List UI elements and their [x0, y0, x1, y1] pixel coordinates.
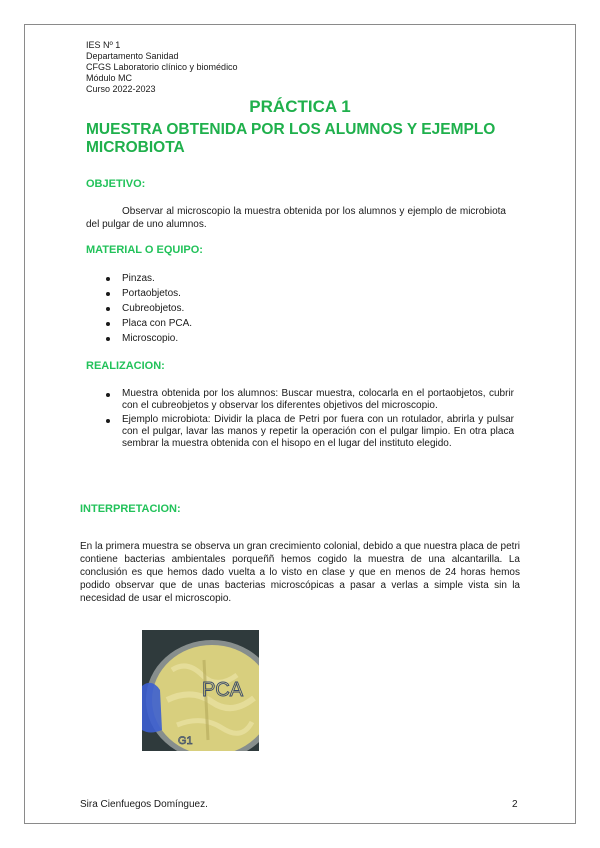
list-item: [104, 271, 404, 286]
interpretacion-heading: INTERPRETACION:: [80, 503, 181, 515]
objetivo-text: Observar al microscopio la muestra obtenida por los alumnos y ejemplo de microbiota del pulgar de uno alumnos.: [86, 206, 506, 230]
header-line-cycle: CFGS Laboratorio clínico y biomédico: [86, 62, 238, 72]
header-line-school: IES Nº 1: [86, 40, 121, 50]
realizacion-list: [104, 388, 514, 450]
list-item: [104, 414, 514, 450]
bullet-icon: [106, 277, 110, 281]
header-line-department: Departamento Sanidad: [86, 51, 179, 61]
bullet-icon: [106, 393, 110, 397]
list-item-text: Pinzas.: [122, 273, 155, 284]
material-list: [104, 271, 404, 346]
page-title: PRÁCTICA 1: [249, 97, 351, 116]
interpretacion-text: En la primera muestra se observa un gran crecimiento colonial, debido a que nuestra placa de petri contiene bacterias ambientales porqueññ hemos cogido la muestra de una alcantarilla. La conclusión es que hemos dado vuelta a lo visto en clase y que en menos de 24 horas hemos podido observar que de unas bacterias microscópicas a pasar a verlas a simple vista sin la necesidad de usar el microscopio.: [80, 541, 520, 604]
list-item: [104, 286, 404, 301]
petri-dish-image: [142, 630, 259, 751]
bullet-icon: [106, 322, 110, 326]
list-item: [104, 331, 404, 346]
bullet-icon: [106, 307, 110, 311]
petri-dish-photo: [142, 630, 259, 751]
list-item: [104, 388, 514, 412]
group-label-text: G1: [178, 735, 193, 747]
page-subtitle: MUESTRA OBTENIDA POR LOS ALUMNOS Y EJEMPLO MICROBIOTA: [86, 121, 496, 156]
plate-label-text: PCA: [202, 679, 244, 701]
list-item-text: Ejemplo microbiota: Dividir la placa de Petri por fuera con un rotulador, abrirla y pulsar con el pulgar, lavar las manos y repetir la operación con el pulgar limpio. En otra placa sembrar la muestra obtenida con el hisopo en el lugar del instituto elegido.: [122, 414, 514, 449]
list-item-text: Cubreobjetos.: [122, 303, 185, 314]
material-heading: MATERIAL O EQUIPO:: [86, 244, 203, 256]
header-line-module: Módulo MC: [86, 73, 133, 83]
list-item-text: Muestra obtenida por los alumnos: Buscar muestra, colocarla en el portaobjetos, cubrir con el cubreobjetos y observar los diferentes objetivos del microscopio.: [122, 388, 514, 411]
bullet-icon: [106, 419, 110, 423]
footer-page-number: 2: [512, 799, 518, 810]
list-item-text: Microscopio.: [122, 333, 179, 344]
objetivo-heading: OBJETIVO:: [86, 178, 146, 190]
bullet-icon: [106, 337, 110, 341]
header-line-course: Curso 2022-2023: [86, 84, 156, 94]
document-header: [86, 40, 238, 95]
realizacion-heading: REALIZACION:: [86, 360, 165, 372]
list-item-text: Placa con PCA.: [122, 318, 193, 329]
list-item: [104, 316, 404, 331]
list-item-text: Portaobjetos.: [122, 288, 181, 299]
bullet-icon: [106, 292, 110, 296]
list-item: [104, 301, 404, 316]
footer-author: Sira Cienfuegos Domínguez.: [80, 799, 208, 810]
